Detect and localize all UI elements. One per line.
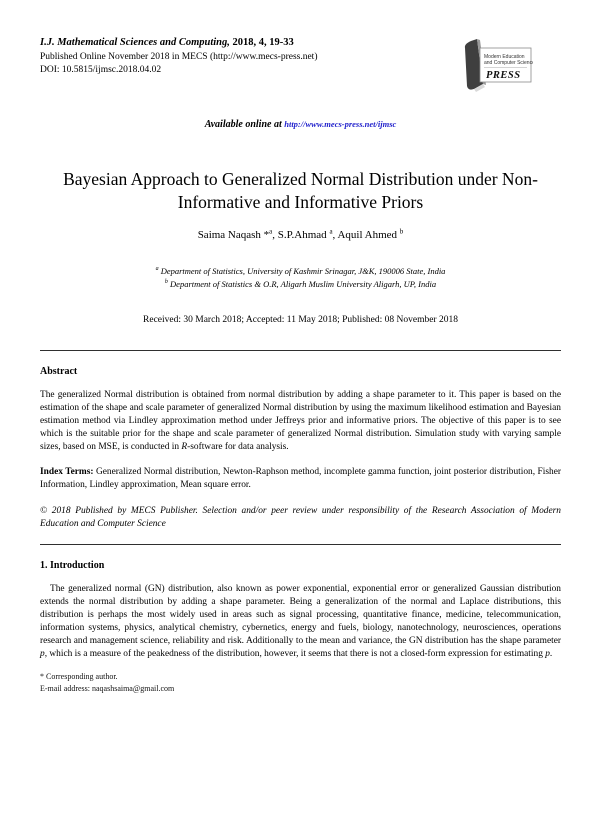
abstract-paragraph	[40, 389, 561, 454]
author-name-text: Saima Naqash *	[197, 228, 270, 241]
available-online-line	[40, 119, 561, 130]
author-separator: ,	[332, 228, 338, 241]
intro-p-italic-1: p	[40, 649, 45, 660]
footnote	[40, 671, 561, 694]
header	[40, 36, 561, 103]
email-address-note: E-mail address: naqashsaima@gmail.com	[40, 683, 175, 693]
authors-line	[40, 227, 561, 241]
section-divider-intro	[40, 544, 561, 545]
journal-name: I.J. Mathematical Sciences and Computing,	[40, 37, 230, 48]
intro-text-part1: The generalized normal (GN) distribution, also known as power exponential, exponential error or generalized Gaussian distribution extends the normal distribution by adding a shape parameter. Being a generalization of the normal and Laplace distributions, this distribution is perhaps the most widely used in areas such as signal processing, quantitative finance, medicine, telecommunication, information systems, physics, analytical chemistry, cybernetics, energy and fuels, biology, nanotechnology, neurosciences, operations research and management science, reliability and risk. Additionally to the mean and variance, the GN distribution has the shape parameter	[40, 584, 561, 647]
mecs-press-logo	[449, 36, 533, 103]
affiliations	[40, 263, 561, 291]
author-name-text: S.P.Ahmad	[277, 228, 330, 241]
affiliation-text: Department of Statistics, University of Kashmir Srinagar, J&K, 190006 State, India	[158, 265, 446, 276]
introduction-heading: 1. Introduction	[40, 560, 105, 572]
available-online-label: Available online at	[204, 119, 285, 130]
intro-p-italic-2: p	[545, 649, 550, 660]
author-separator: ,	[272, 228, 278, 241]
journal-issue: 2018, 4, 19-33	[229, 37, 294, 48]
author	[198, 229, 278, 241]
abstract-text-part2: -software for data analysis.	[187, 442, 289, 453]
doi-line: DOI: 10.5815/ijmsc.2018.04.02	[40, 65, 162, 75]
logo-publisher-name-line1: Modern Education	[484, 54, 525, 60]
abstract-heading: Abstract	[40, 366, 78, 378]
section-divider-top	[40, 350, 561, 351]
affiliation-sup: a	[155, 265, 159, 272]
author-affil-sup: b	[399, 227, 404, 235]
author	[337, 229, 403, 241]
intro-text-part3: .	[549, 649, 553, 660]
logo-publisher-name-line2: and Computer Science	[484, 60, 533, 66]
affiliation-sup: b	[164, 279, 168, 286]
corresponding-author-note: * Corresponding author.	[40, 672, 118, 682]
dates-line: Received: 30 March 2018; Accepted: 11 May 2018; Published: 08 November 2018	[143, 315, 458, 326]
logo-press-label: PRESS	[486, 70, 521, 81]
index-terms-label: Index Terms:	[40, 467, 94, 478]
author-affil-sup: a	[329, 227, 333, 235]
index-terms-text: Generalized Normal distribution, Newton-Raphson method, incomplete gamma function, joint posterior distribution, Fisher Information, Lindley approximation, Mean square error.	[40, 467, 561, 491]
intro-text-part2: , which is a measure of the peakedness of the distribution, however, it seems that there is not a closed-form expression for estimating	[44, 649, 546, 660]
index-terms-paragraph	[40, 466, 561, 492]
paper-title	[40, 168, 561, 214]
affiliation-text: Department of Statistics & O.R, Aligarh Muslim University Aligarh, UP, India	[167, 279, 437, 290]
published-line: Published Online November 2018 in MECS (http://www.mecs-press.net)	[40, 51, 318, 62]
book-logo-icon	[449, 36, 533, 98]
journal-title-line	[40, 36, 318, 51]
affiliation-line	[40, 263, 561, 277]
paper-title-line2: Informative and Informative Priors	[177, 192, 424, 212]
abstract-r-italic: R	[181, 442, 188, 453]
affiliation-line	[40, 276, 561, 290]
online-url-link[interactable]: http://www.mecs-press.net/ijmsc	[284, 119, 397, 129]
journal-meta	[40, 36, 318, 78]
abstract-text-part1: The generalized Normal distribution is obtained from normal distribution by adding a shape parameter to it. This paper is based on the estimation of the shape and scale parameter of generalized Normal distribution by using the maximum likelihood estimation and Bayesian estimation method via Lindley approximation method under Jeffreys prior and informative priors. The objective of this paper is to see which is the suitable prior for the shape and scale parameter of generalized Normal distribution. Simulation study with varying sample sizes, based on MSE, is conducted in	[40, 390, 561, 453]
author-affil-sup: a	[269, 227, 273, 235]
introduction-paragraph	[40, 583, 561, 661]
paper-title-line1: Bayesian Approach to Generalized Normal Distribution under Non-	[63, 169, 538, 189]
copyright-notice: © 2018 Published by MECS Publisher. Selection and/or peer review under responsibility of the Research Association of Modern Education and Computer Science	[40, 506, 561, 530]
author	[278, 229, 338, 241]
author-name-text: Aquil Ahmed	[337, 228, 400, 241]
